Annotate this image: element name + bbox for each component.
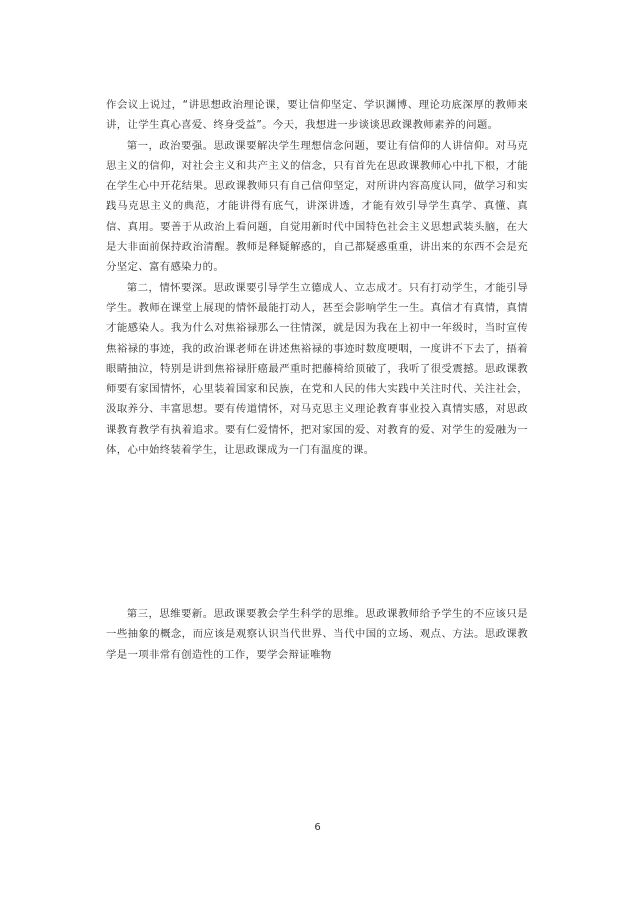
- paragraph-feelings: 第二，情怀要深。思政课要引导学生立德成人、立志成才。只有打动学生，才能引导学生。教师在课堂上展现的情怀最能打动人，甚至会影响学生一生。真信才有真情，真情才能感染人。我为什么对焦裕禄那么一往情深，就是因为我在上初中一年级时，当时宣传焦裕禄的事迹，我的政治课老师在讲述焦裕禄的事迹时数度哽咽，一度讲不下去了，捂着眼睛抽泣，特别是讲到焦裕禄肝癌最严重时把藤椅给顶破了，我听了很受震撼。思政课教师要有家国情怀，心里装着国家和民族，在党和人民的伟大实践中关注时代、关注社会，汲取养分、丰富思想。要有传道情怀，对马克思主义理论教育事业投入真情实感，对思政课教育教学有执着追求。要有仁爱情怀，把对家国的爱、对教育的爱、对学生的爱融为一体，心中始终装着学生，让思政课成为一门有温度的课。: [106, 281, 528, 457]
- body-text-block-lower: [106, 604, 528, 665]
- body-text-block: [106, 95, 528, 460]
- paragraph-thinking: 第三，思维要新。思政课要教会学生科学的思维。思政课教师给予学生的不应该只是一些抽象的概念，而应该是观察认识当代世界、当代中国的立场、观点、方法。思政课教学是一项非常有创造性的工作，要学会辩证唯物: [106, 608, 528, 661]
- paragraph-continuation: 作会议上说过，“讲思想政治理论课，要让信仰坚定、学识渊博、理论功底深厚的教师来讲，让学生真心喜爱、终身受益”。今天，我想进一步谈谈思政课教师素养的问题。: [106, 99, 528, 132]
- page-number: 6: [314, 822, 321, 833]
- paragraph-politics: 第一，政治要强。思政课要解决学生理想信念问题，要让有信仰的人讲信仰。对马克思主义的信仰，对社会主义和共产主义的信念，只有首先在思政课教师心中扎下根，才能在学生心中开花结果。思政课教师只有自己信仰坚定，对所讲内容高度认同，做学习和实践马克思主义的典范，才能讲得有底气，讲深讲透，才能有效引导学生真学、真懂、真信、真用。要善于从政治上看问题，自觉用新时代中国特色社会主义思想武装头脑，在大是大非面前保持政治清醒。教师是释疑解惑的，自己都疑惑重重，讲出来的东西不会是充分坚定、富有感染力的。: [106, 139, 528, 274]
